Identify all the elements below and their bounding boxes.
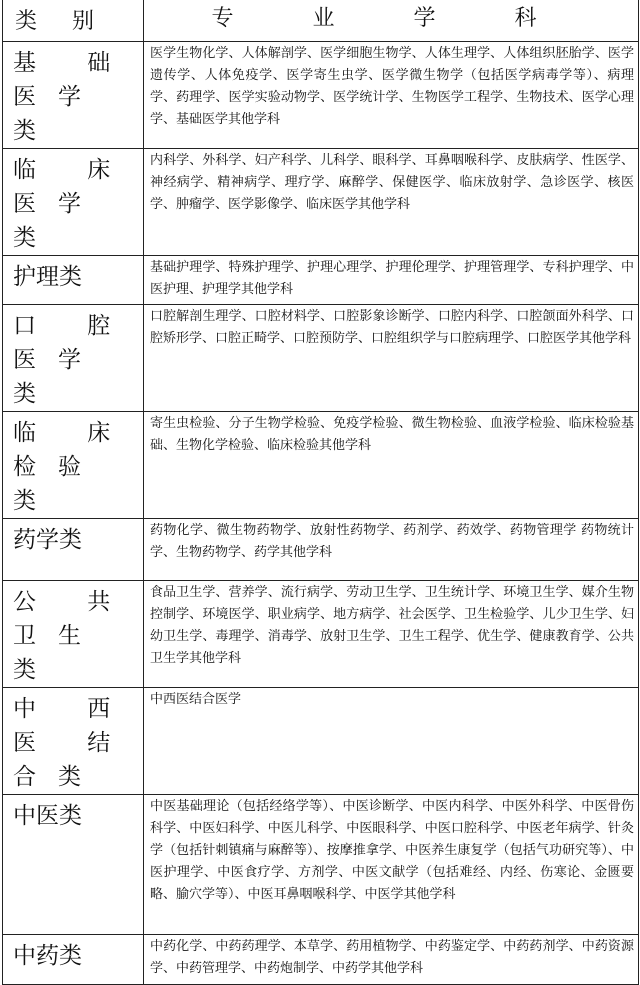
table-row [3, 256, 639, 305]
header-row [3, 0, 639, 42]
row-subjects: 药物化学、微生物药物学、放射性药物学、药剂学、药效学、药物管理学 药物统计学、生物药物学、药学其他学科 [144, 519, 639, 581]
row-category: 药学类 [3, 519, 144, 581]
row-category: 中 西 医 结 合类 [3, 688, 144, 795]
row-subjects: 基础护理学、特殊护理学、护理心理学、护理伦理学、护理管理学、专科护理学、中医护理、护理学其他学科 [144, 256, 639, 305]
table-row [3, 305, 639, 412]
row-category: 临 床 医学类 [3, 149, 144, 256]
table-row [3, 149, 639, 256]
row-subjects: 医学生物化学、人体解剖学、医学细胞生物学、人体生理学、人体组织胚胎学、医学遗传学、人体免疫学、医学寄生虫学、医学微生物学（包括医学病毒学等）、病理学、药理学、医学实验动物学、医学统计学、生物医学工程学、生物技术、医学心理学、基础医学其他学科 [144, 42, 639, 149]
table-row [3, 795, 639, 935]
row-category: 公 共 卫生类 [3, 581, 144, 688]
table-row [3, 581, 639, 688]
row-category: 中医类 [3, 795, 144, 935]
table-row [3, 519, 639, 581]
row-category: 临 床 检验类 [3, 412, 144, 519]
header-category: 类 别 [3, 0, 144, 42]
row-subjects: 食品卫生学、营养学、流行病学、劳动卫生学、卫生统计学、环境卫生学、媒介生物控制学、环境医学、职业病学、地方病学、社会医学、卫生检验学、儿少卫生学、妇幼卫生学、毒理学、消毒学、放射卫生学、卫生工程学、优生学、健康教育学、公共卫生学其他学科 [144, 581, 639, 688]
row-subjects: 中西医结合医学 [144, 688, 639, 795]
row-subjects: 内科学、外科学、妇产科学、儿科学、眼科学、耳鼻咽喉科学、皮肤病学、性医学、神经病学、精神病学、理疗学、麻醉学、保健医学、临床放射学、急诊医学、核医学、肿瘤学、医学影像学、临床医学其他学科 [144, 149, 639, 256]
header-subjects: 专 业 学 科 [144, 0, 639, 42]
row-category: 护理类 [3, 256, 144, 305]
row-subjects: 中医基础理论（包括经络学等）、中医诊断学、中医内科学、中医外科学、中医骨伤科学、中医妇科学、中医儿科学、中医眼科学、中医口腔科学、中医老年病学、针灸学（包括针刺镇痛与麻醉等）、按摩推拿学、中医养生康复学（包括气功研究等）、中医护理学、中医食疗学、方剂学、中医文献学（包括难经、内经、伤寒论、金匮要略、腧穴学等）、中医耳鼻咽喉科学、中医学其他学科 [144, 795, 639, 935]
row-subjects: 口腔解剖生理学、口腔材料学、口腔影象诊断学、口腔内科学、口腔颌面外科学、口腔矫形学、口腔正畸学、口腔预防学、口腔组织学与口腔病理学、口腔医学其他学科 [144, 305, 639, 412]
row-category: 基 础 医学类 [3, 42, 144, 149]
table-row [3, 935, 639, 985]
subject-table [2, 0, 639, 985]
table-row [3, 42, 639, 149]
row-subjects: 寄生虫检验、分子生物学检验、免疫学检验、微生物检验、血液学检验、临床检验基础、生物化学检验、临床检验其他学科 [144, 412, 639, 519]
table-row [3, 688, 639, 795]
table-row [3, 412, 639, 519]
row-subjects: 中药化学、中药药理学、本草学、药用植物学、中药鉴定学、中药药剂学、中药资源学、中药管理学、中药炮制学、中药学其他学科 [144, 935, 639, 985]
row-category: 口 腔 医学类 [3, 305, 144, 412]
row-category: 中药类 [3, 935, 144, 985]
